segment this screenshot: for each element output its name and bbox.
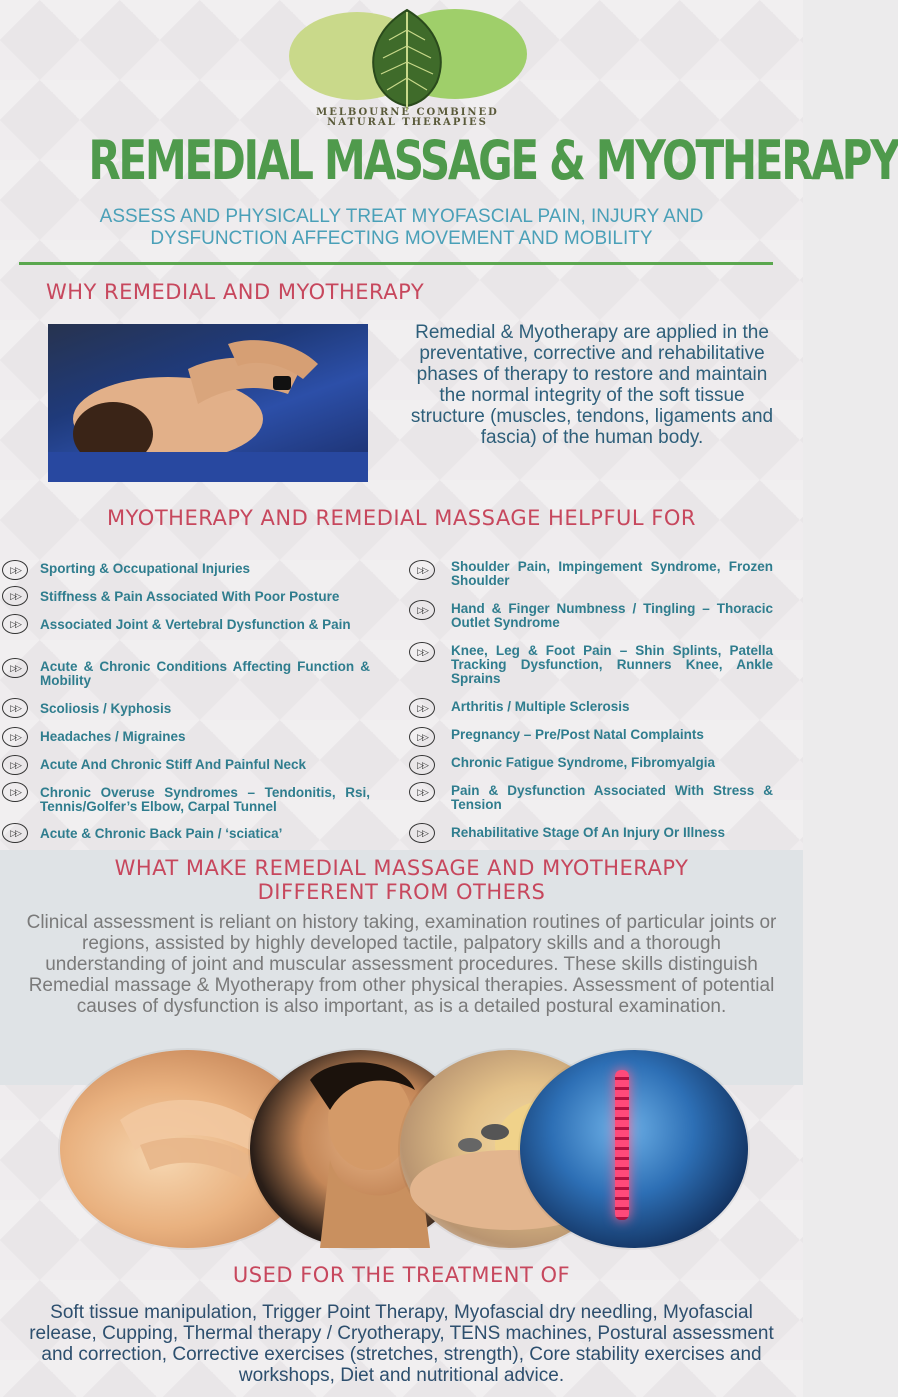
play-icon: ▷▷	[409, 642, 435, 662]
photo-spine-xray	[520, 1050, 748, 1248]
logo	[285, 6, 530, 131]
logo-line-2: NATURAL THERAPIES	[327, 117, 488, 128]
logo-line-1: MELBOURNE COMBINED	[316, 107, 499, 118]
play-icon: ▷▷	[409, 560, 435, 580]
used-section-text: Soft tissue manipulation, Trigger Point Therapy, Myofascial dry needling, Myofascial release, Cupping, Thermal therapy / Cryotherapy, TENS machines, Postural assessment and correction, Corrective exercises (stretches, strength), Core stability exercises and workshops, Diet and nutritional advice.	[29, 1302, 774, 1386]
used-section-title: USED FOR THE TREATMENT OF	[232, 1263, 571, 1287]
play-icon: ▷▷	[2, 823, 28, 843]
massage-photo	[48, 324, 368, 482]
play-icon: ▷▷	[2, 586, 28, 606]
why-section-title: WHY REMEDIAL AND MYOTHERAPY	[46, 280, 425, 304]
page-subtitle: ASSESS AND PHYSICALLY TREAT MYOFASCIAL PAIN, INJURY AND DYSFUNCTION AFFECTING MOVEMENT AND MOBILITY	[99, 206, 704, 249]
play-icon: ▷▷	[2, 755, 28, 775]
why-section-text: Remedial & Myotherapy are applied in the preventative, corrective and rehabilitative phases of therapy to restore and maintain the normal integrity of the soft tissue structure (muscles, tendons, ligaments and fascia) of the human body.	[410, 322, 774, 448]
play-icon: ▷▷	[409, 823, 435, 843]
play-icon: ▷▷	[409, 782, 435, 802]
play-icon: ▷▷	[409, 727, 435, 747]
play-icon: ▷▷	[409, 698, 435, 718]
play-icon: ▷▷	[2, 698, 28, 718]
helpful-section-title: MYOTHERAPY AND REMEDIAL MASSAGE HELPFUL FOR	[107, 506, 696, 530]
page-title: REMEDIAL MASSAGE & MYOTHERAPY	[88, 129, 898, 192]
play-icon: ▷▷	[2, 614, 28, 634]
difference-section-text: Clinical assessment is reliant on history taking, examination routines of particular joints or regions, assisted by highly developed tactile, palpatory skills and a thorough understanding of joint and muscular assessment procedures. These skills distinguish Remedial massage & Myotherapy from other physical therapies. Assessment of potential causes of dysfunction is also important, as is a detailed postural examination.	[26, 912, 777, 1017]
leaf-icon	[285, 6, 530, 111]
play-icon: ▷▷	[2, 560, 28, 580]
play-icon: ▷▷	[2, 782, 28, 802]
play-icon: ▷▷	[2, 727, 28, 747]
divider	[19, 262, 773, 265]
play-icon: ▷▷	[409, 600, 435, 620]
spine-graphic	[615, 1070, 629, 1220]
play-icon: ▷▷	[409, 755, 435, 775]
difference-section-title: WHAT MAKE REMEDIAL MASSAGE AND MYOTHERAPY DIFFERENT FROM OTHERS	[114, 856, 689, 904]
play-icon: ▷▷	[2, 658, 28, 678]
